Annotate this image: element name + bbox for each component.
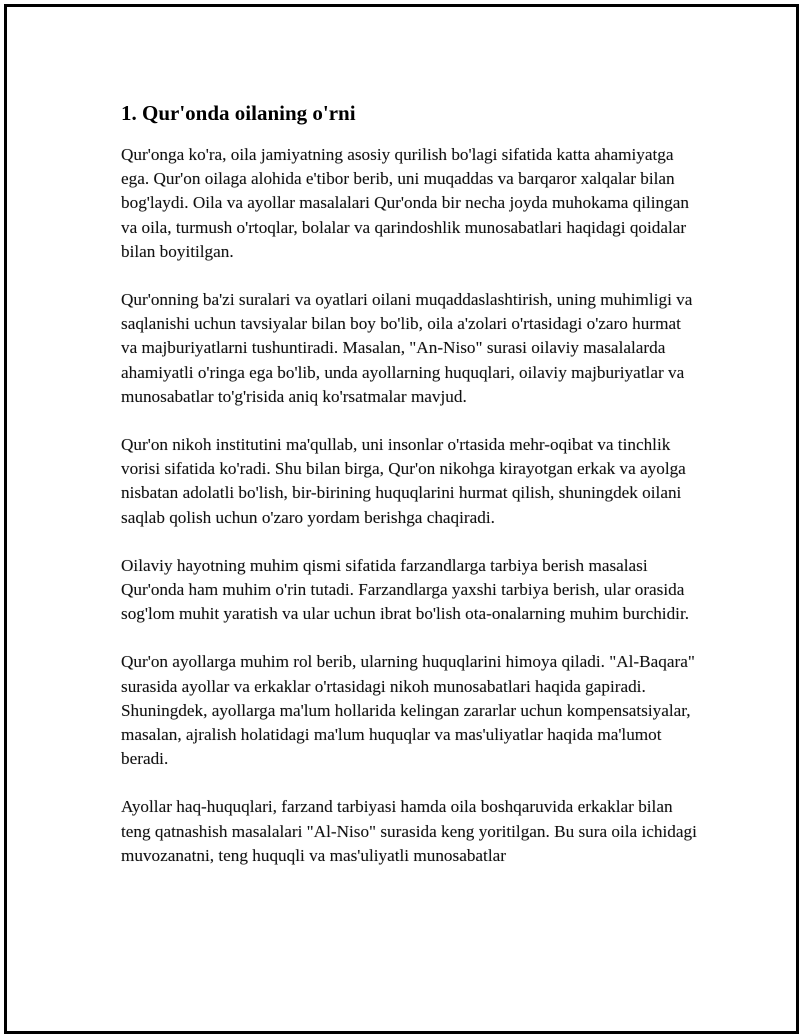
paragraph-6: Ayollar haq-huquqlari, farzand tarbiyasi hamda oila boshqaruvida erkaklar bilan teng qatnashish masalalari "Al-Niso" surasida keng yoritilgan. Bu sura oila ichidagi muvozanatni, teng huquqli va mas'uliyatli munosabatlar xyxy=(121,797,697,865)
paragraph-3: Qur'on nikoh institutini ma'qullab, uni insonlar o'rtasida mehr-oqibat va tinchlik vorisi sifatida ko'radi. Shu bilan birga, Qur'on nikohga kirayotgan erkak va ayolga nisbatan adolatli bo'lish, bir-birining huquqlarini hurmat qilish, shuningdek oilani saqlab qolish uchun o'zaro yordam berishga chaqiradi. xyxy=(121,435,686,527)
document-content xyxy=(121,99,701,892)
paragraph-5: Qur'on ayollarga muhim rol berib, ularning huquqlarini himoya qiladi. "Al-Baqara" surasida ayollar va erkaklar o'rtasidagi nikoh munosabatlari haqida gapiradi. Shuningdek, ayollarga ma'lum hollarida kelingan zararlar uchun kompensatsiyalar, masalan, ajralish holatidagi ma'lum huquqlar va mas'uliyatlar haqida ma'lumot beradi. xyxy=(121,652,695,769)
section-heading: 1. Qur'onda oilaning o'rni xyxy=(121,101,356,125)
page-frame xyxy=(4,4,799,1034)
paragraph-1: Qur'onga ko'ra, oila jamiyatning asosiy qurilish bo'lagi sifatida katta ahamiyatga ega. Qur'on oilaga alohida e'tibor berib, uni muqaddas va barqaror xalqalar bilan bog'laydi. Oila va ayollar masalalari Qur'onda bir necha joyda muhokama qilingan va oila, turmush o'rtoqlar, bolalar va qarindoshlik munosabatlari haqidagi qoidalar bilan boyitilgan. xyxy=(121,145,689,261)
paragraph-4: Oilaviy hayotning muhim qismi sifatida farzandlarga tarbiya berish masalasi Qur'onda ham muhim o'rin tutadi. Farzandlarga yaxshi tarbiya berish, ular orasida sog'lom muhit yaratish va ular uchun ibrat bo'lish ota-onalarning muhim burchidir. xyxy=(121,555,690,624)
paragraph-2: Qur'onning ba'zi suralari va oyatlari oilani muqaddaslashtirish, uning muhimligi va saqlanishi uchun tavsiyalar bilan boy bo'lib, oila a'zolari o'rtasidagi o'zaro hurmat va majburiyatlarni tushuntiradi. Masalan, "An-Niso" surasi oilaviy masalalarda ahamiyatli o'ringa ega bo'lib, unda ayollarning huquqlari, oilaviy majburiyatlar va munosabatlar to'g'risida aniq ko'rsatmalar mavjud. xyxy=(121,290,693,406)
